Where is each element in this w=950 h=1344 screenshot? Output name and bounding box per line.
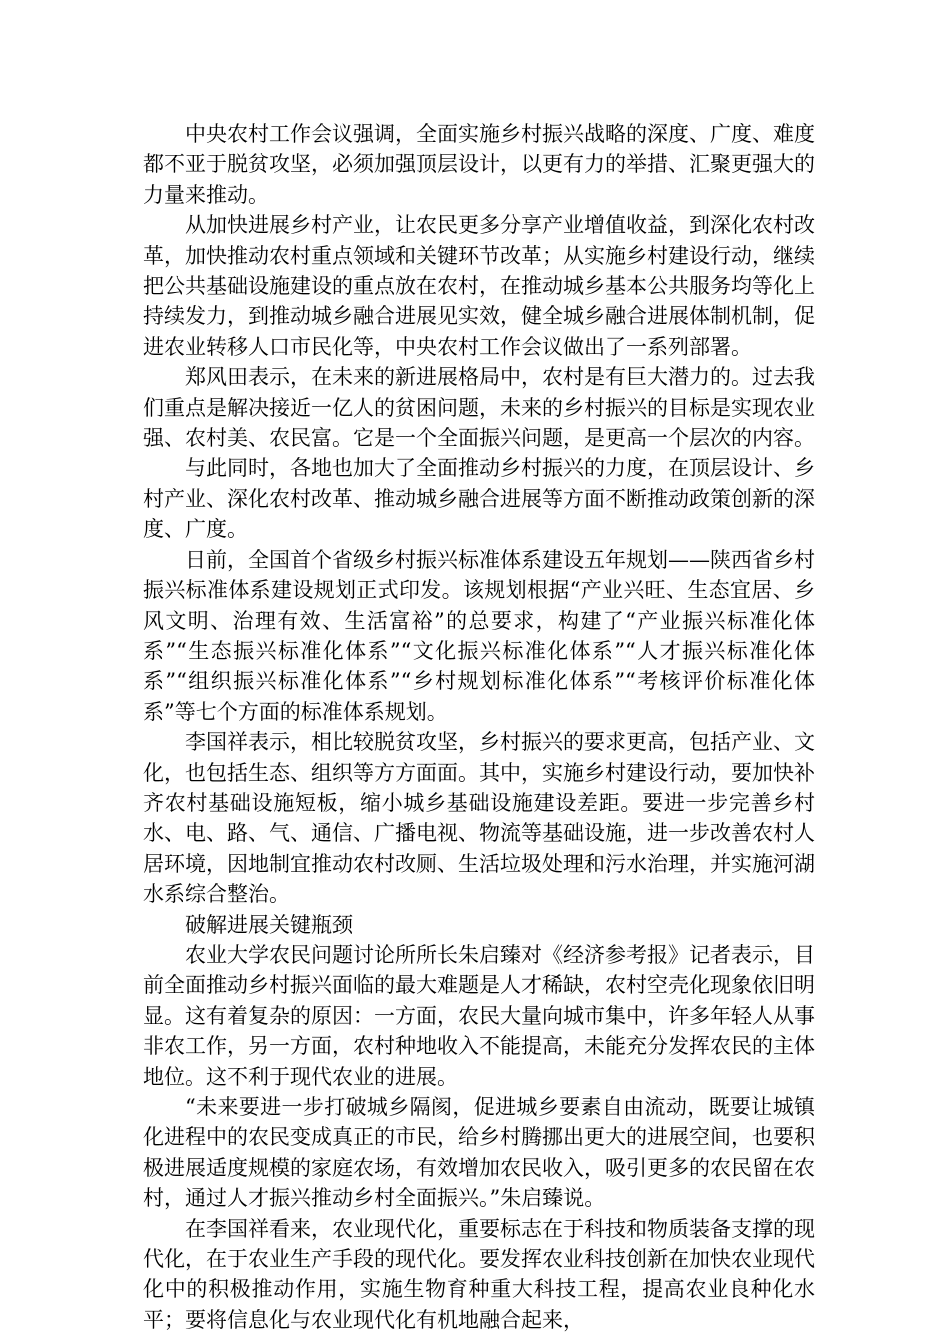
paragraph-3: 郑风田表示，在未来的新进展格局中，农村是有巨大潜力的。过去我们重点是解决接近一亿人的贫困问题，未来的乡村振兴的目标是实现农业强、农村美、农民富。它是一个全面振兴问题，是更高一个层次的内容。 (143, 365, 815, 451)
paragraph-4: 与此同时，各地也加大了全面推动乡村振兴的力度，在顶层设计、乡村产业、深化农村改革、推动城乡融合进展等方面不断推动政策创新的深度、广度。 (143, 456, 815, 542)
paragraph-9: 在李国祥看来，农业现代化，重要标志在于科技和物质装备支撑的现代化，在于农业生产手段的现代化。要发挥农业科技创新在加快农业现代化中的积极推动作用，实施生物育种重大科技工程，提高农业良种化水平；要将信息化与农业现代化有机地融合起来， (143, 1216, 815, 1332)
paragraph-5: 日前，全国首个省级乡村振兴标准体系建设五年规划——陕西省乡村振兴标准体系建设规划正式印发。该规划根据“产业兴旺、生态宜居、乡风文明、治理有效、生活富裕”的总要求，构建了“产业振兴标准化体系”“生态振兴标准化体系”“文化振兴标准化体系”“人才振兴标准化体系”“组织振兴标准化体系”“乡村规划标准化体系”“考核评价标准化体系”等七个方面的标准体系规划。 (143, 547, 815, 724)
paragraph-6: 李国祥表示，相比较脱贫攻坚，乡村振兴的要求更高，包括产业、文化，也包括生态、组织等方方面面。其中，实施乡村建设行动，要加快补齐农村基础设施短板，缩小城乡基础设施建设差距。要进一步完善乡村水、电、路、气、通信、广播电视、物流等基础设施，进一步改善农村人居环境，因地制宜推动农村改厕、生活垃圾处理和污水治理，并实施河湖水系综合整治。 (143, 730, 815, 907)
paragraph-7: 农业大学农民问题讨论所所长朱启臻对《经济参考报》记者表示，目前全面推动乡村振兴面临的最大难题是人才稀缺，农村空壳化现象依旧明显。这有着复杂的原因：一方面，农民大量向城市集中，许多年轻人从事非农工作，另一方面，农村种地收入不能提高，未能充分发挥农民的主体地位。这不利于现代农业的进展。 (143, 942, 815, 1089)
section-heading: 破解进展关键瓶颈 (185, 912, 353, 937)
paragraph-1: 中央农村工作会议强调，全面实施乡村振兴战略的深度、广度、难度都不亚于脱贫攻坚，必须加强顶层设计，以更有力的举措、汇聚更强大的力量来推动。 (143, 122, 815, 207)
article-body (143, 119, 815, 1335)
paragraph-2: 从加快进展乡村产业，让农民更多分享产业增值收益，到深化农村改革，加快推动农村重点领域和关键环节改革；从实施乡村建设行动，继续把公共基础设施建设的重点放在农村，在推动城乡基本公共服务均等化上持续发力，到推动城乡融合进展见实效，健全城乡融合进展体制机制，促进农业转移人口市民化等，中央农村工作会议做出了一系列部署。 (143, 213, 815, 359)
paragraph-8: “未来要进一步打破城乡隔阂，促进城乡要素自由流动，既要让城镇化进程中的农民变成真正的市民，给乡村腾挪出更大的进展空间，也要积极进展适度规模的家庭农场，有效增加农民收入，吸引更多的农民留在农村，通过人才振兴推动乡村全面振兴。”朱启臻说。 (143, 1095, 815, 1211)
